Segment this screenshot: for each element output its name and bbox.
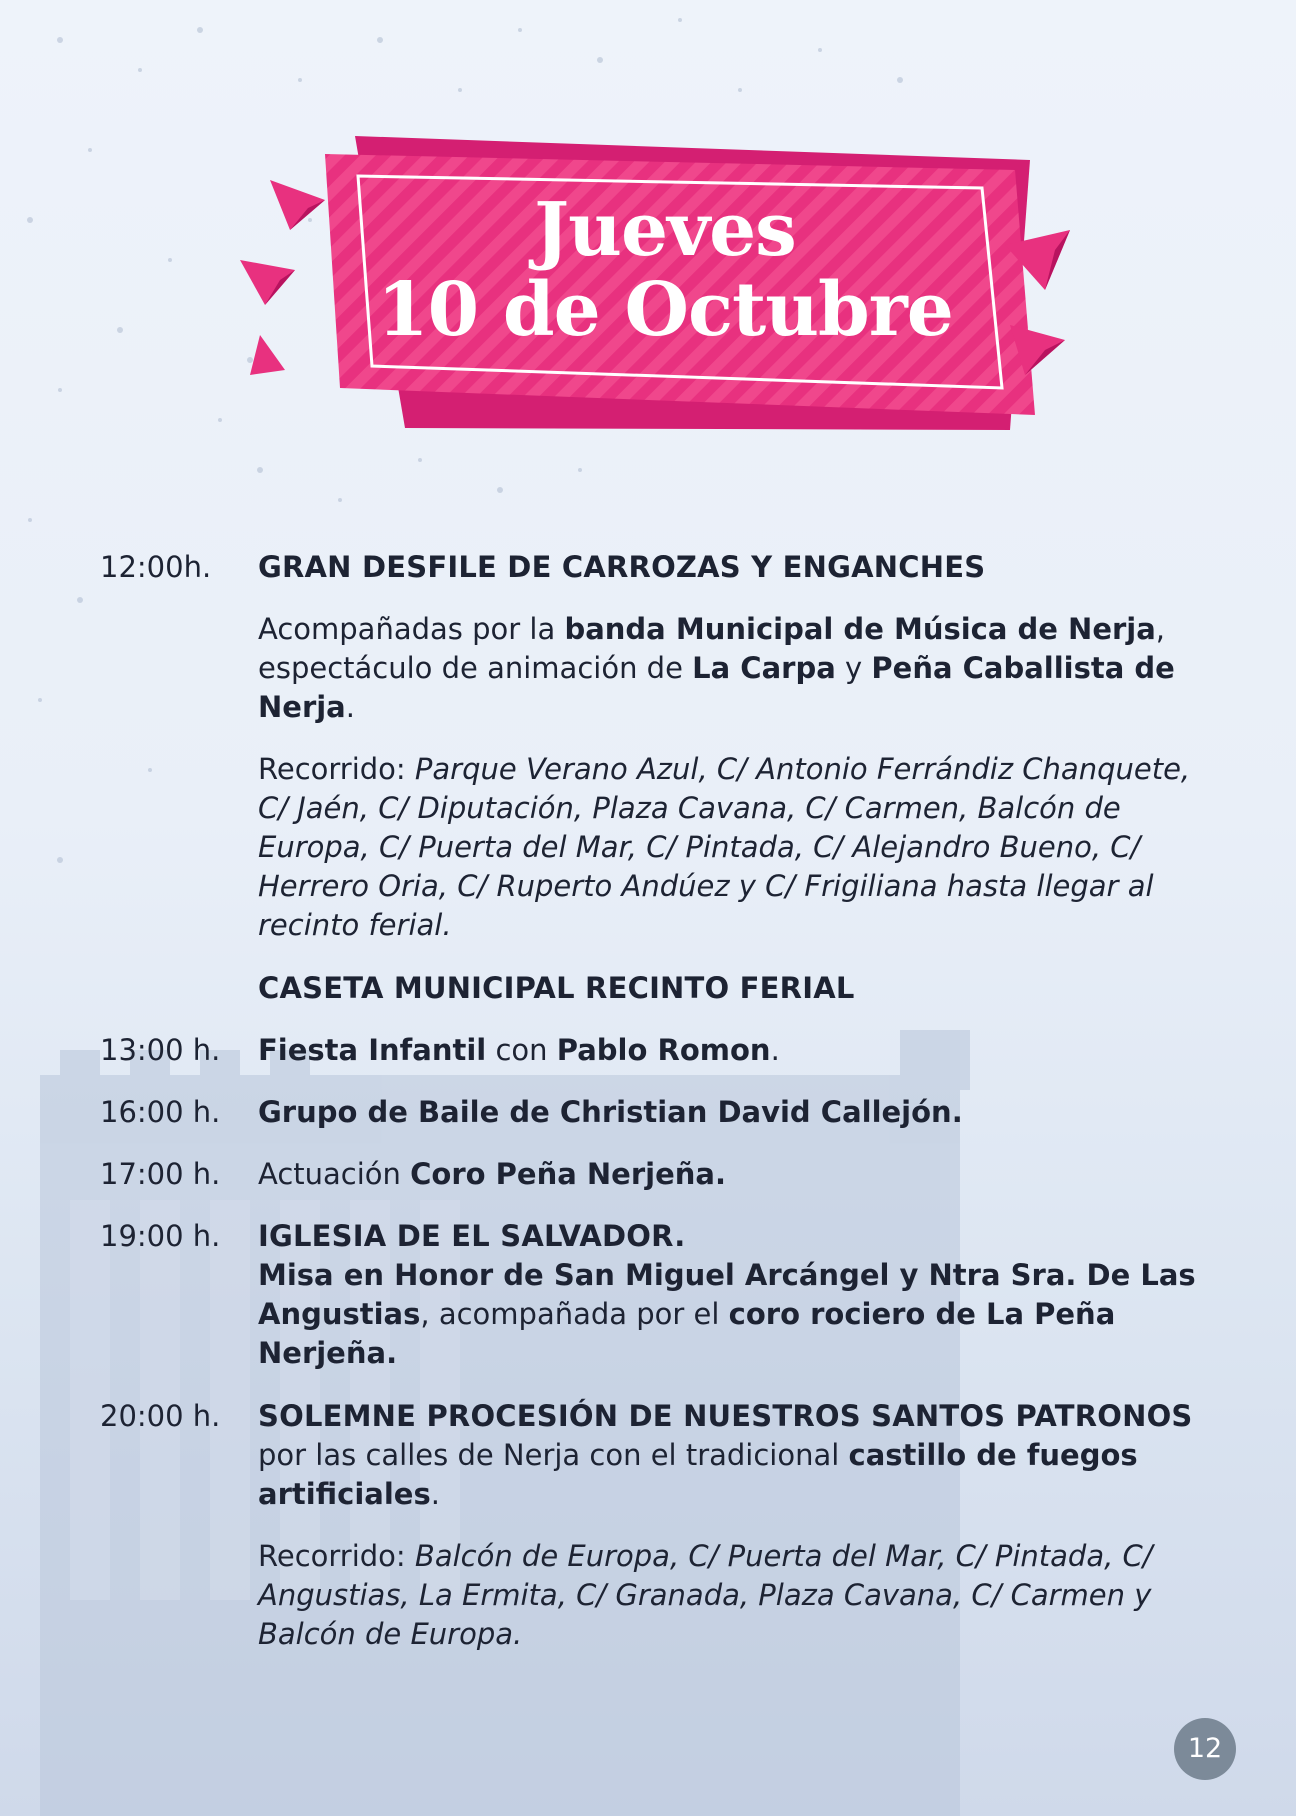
banner-day: Jueves bbox=[534, 187, 796, 273]
event-row-1900 bbox=[100, 1217, 1200, 1373]
event-title: GRAN DESFILE DE CARROZAS Y ENGANCHES bbox=[258, 550, 986, 584]
event-description: Acompañadas por la banda Municipal de Música de Nerja, espectáculo de animación de La Carpa y Peña Caballista de Nerja. bbox=[258, 612, 1175, 724]
event-title: IGLESIA DE EL SALVADOR. bbox=[258, 1219, 686, 1253]
event-time: 17:00 h. bbox=[100, 1157, 221, 1191]
event-route: Recorrido: Parque Verano Azul, C/ Antonio Ferrándiz Chanquete, C/ Jaén, C/ Diputación, Plaza Cavana, C/ Carmen, Balcón de Europa, C/ Puerta del Mar, C/ Pintada, C/ Alejandro Bueno, C/ Herrero Oria, C/ Ruperto Andúez y C/ Frigiliana hasta llegar al recinto ferial. bbox=[258, 752, 1191, 942]
event-time: 19:00 h. bbox=[100, 1219, 221, 1253]
event-route: Recorrido: Balcón de Europa, C/ Puerta del Mar, C/ Pintada, C/ Angustias, La Ermita, C/ Granada, Plaza Cavana, C/ Carmen y Balcón de Europa. bbox=[258, 1539, 1153, 1651]
event-row-2000 bbox=[100, 1397, 1200, 1654]
left-triangles-decoration bbox=[240, 180, 325, 375]
banner-date: 10 de Octubre bbox=[377, 267, 953, 353]
event-time: 16:00 h. bbox=[100, 1095, 221, 1129]
event-content: Actuación Coro Peña Nerjeña. bbox=[258, 1157, 726, 1191]
event-content: Fiesta Infantil con Pablo Romon. bbox=[258, 1033, 780, 1067]
event-time: 20:00 h. bbox=[100, 1399, 221, 1433]
event-content bbox=[258, 1397, 1200, 1654]
banner-title bbox=[320, 187, 1010, 353]
event-row-1600 bbox=[100, 1093, 1200, 1132]
event-row-1700 bbox=[100, 1155, 1200, 1194]
event-row-1300 bbox=[100, 1031, 1200, 1070]
page-number: 12 bbox=[1174, 1718, 1236, 1780]
event-time: 12:00h. bbox=[100, 550, 212, 584]
event-time: 13:00 h. bbox=[100, 1033, 221, 1067]
event-row-1200 bbox=[100, 548, 1200, 945]
section-heading: CASETA MUNICIPAL RECINTO FERIAL bbox=[258, 971, 855, 1005]
event-description: Misa en Honor de San Miguel Arcángel y Ntra Sra. De Las Angustias, acompañada por el coro rociero de La Peña Nerjeña. bbox=[258, 1258, 1196, 1370]
event-content bbox=[258, 1217, 1200, 1373]
schedule bbox=[100, 548, 1200, 1654]
event-content bbox=[258, 548, 1200, 945]
section-heading-row bbox=[100, 969, 1200, 1008]
event-description: SOLEMNE PROCESIÓN DE NUESTROS SANTOS PATRONOS por las calles de Nerja con el tradicional castillo de fuegos artificiales. bbox=[258, 1399, 1193, 1511]
event-content: Grupo de Baile de Christian David Callejón. bbox=[258, 1095, 963, 1129]
